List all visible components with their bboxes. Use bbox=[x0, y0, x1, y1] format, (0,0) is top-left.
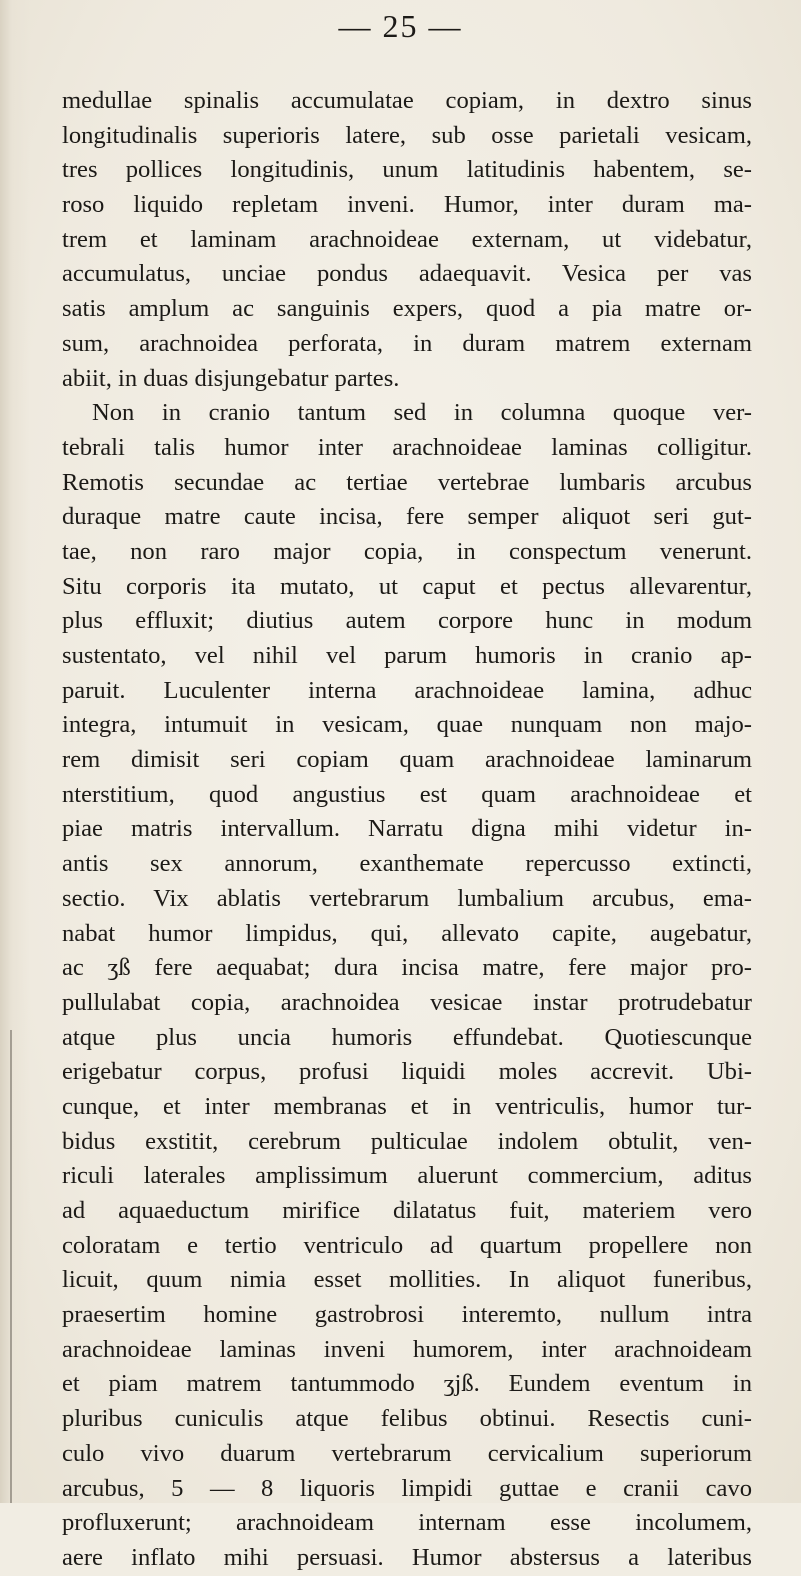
text-line: rem dimisit seri copiam quam arachnoideae laminarum bbox=[62, 746, 752, 774]
text-line: longitudinalis superioris latere, sub osse parietali vesicam, bbox=[62, 121, 752, 149]
text-line: culo vivo duarum vertebrarum cervicalium superiorum bbox=[62, 1439, 752, 1467]
text-line: tres pollices longitudinis, unum latitudinis habentem, se- bbox=[62, 156, 752, 184]
text-line-paragraph-start: Non in cranio tantum sed in columna quoque ver- bbox=[92, 399, 752, 427]
text-line: arachnoideae laminas inveni humorem, inter arachnoideam bbox=[62, 1335, 752, 1363]
text-line: atque plus uncia humoris effundebat. Quotiescunque bbox=[62, 1023, 752, 1051]
text-line: trem et laminam arachnoideae externam, ut videbatur, bbox=[62, 225, 752, 253]
text-line: nabat humor limpidus, qui, allevato capite, augebatur, bbox=[62, 919, 752, 947]
text-line: antis sex annorum, exanthemate repercusso extincti, bbox=[62, 850, 752, 878]
text-line: sum, arachnoidea perforata, in duram matrem externam bbox=[62, 329, 752, 357]
text-line: roso liquido repletam inveni. Humor, inter duram ma- bbox=[62, 191, 752, 219]
text-line: aere inflato mihi persuasi. Humor abstersus a lateribus bbox=[62, 1543, 752, 1571]
text-line: integra, intumuit in vesicam, quae nunquam non majo- bbox=[62, 711, 752, 739]
text-line: cunque, et inter membranas et in ventriculis, humor tur- bbox=[62, 1092, 752, 1120]
text-line: profluxerunt; arachnoideam internam esse incolumem, bbox=[62, 1509, 752, 1537]
text-line: abiit, in duas disjungebatur partes. bbox=[62, 364, 400, 392]
text-line: pullulabat copia, arachnoidea vesicae instar protrudebatur bbox=[62, 988, 752, 1016]
text-line: erigebatur corpus, profusi liquidi moles accrevit. Ubi- bbox=[62, 1058, 752, 1086]
text-line: nterstitium, quod angustius est quam arachnoideae et bbox=[62, 780, 752, 808]
text-line: satis amplum ac sanguinis expers, quod a pia matre or- bbox=[62, 295, 752, 323]
text-line: riculi laterales amplissimum aluerunt commercium, aditus bbox=[62, 1162, 752, 1190]
text-line: coloratam e tertio ventriculo ad quartum propellere non bbox=[62, 1231, 752, 1259]
text-line: pluribus cuniculis atque felibus obtinui. Resectis cuni- bbox=[62, 1405, 752, 1433]
text-line: plus effluxit; diutius autem corpore hunc in modum bbox=[62, 607, 752, 635]
body-text bbox=[62, 84, 752, 1576]
text-line: bidus exstitit, cerebrum pulticulae indolem obtulit, ven- bbox=[62, 1127, 752, 1155]
text-line: piae matris intervallum. Narratu digna mihi videtur in- bbox=[62, 815, 752, 843]
text-line: sustentato, vel nihil vel parum humoris in cranio ap- bbox=[62, 642, 752, 669]
binding-edge-line bbox=[10, 1030, 12, 1503]
text-line: medullae spinalis accumulatae copiam, in dextro sinus bbox=[62, 87, 752, 114]
text-line: licuit, quum nimia esset mollities. In aliquot funeribus, bbox=[62, 1266, 752, 1294]
text-line: tae, non raro major copia, in conspectum venerunt. bbox=[62, 537, 752, 565]
text-line: paruit. Luculenter interna arachnoideae lamina, adhuc bbox=[62, 676, 752, 704]
text-line: Situ corporis ita mutato, ut caput et pectus allevarentur, bbox=[62, 572, 752, 600]
page-number: — 25 — bbox=[338, 8, 463, 44]
text-line: sectio. Vix ablatis vertebrarum lumbalium arcubus, ema- bbox=[62, 884, 752, 912]
text-line: accumulatus, unciae pondus adaequavit. Vesica per vas bbox=[62, 260, 752, 288]
text-line: tebrali talis humor inter arachnoideae laminas colligitur. bbox=[62, 433, 752, 461]
text-line: ac ʒß fere aequabat; dura incisa matre, fere major pro- bbox=[62, 954, 752, 982]
text-line: et piam matrem tantummodo ʒjß. Eundem eventum in bbox=[62, 1370, 752, 1398]
text-line: Remotis secundae ac tertiae vertebrae lumbaris arcubus bbox=[62, 468, 752, 496]
text-line: duraque matre caute incisa, fere semper aliquot seri gut- bbox=[62, 503, 752, 531]
text-line: arcubus, 5 — 8 liquoris limpidi guttae e cranii cavo bbox=[62, 1474, 752, 1502]
text-line: ad aquaeductum mirifice dilatatus fuit, materiem vero bbox=[62, 1197, 752, 1224]
text-line: praesertim homine gastrobrosi interemto, nullum intra bbox=[62, 1301, 752, 1329]
binding-shadow bbox=[0, 0, 30, 1503]
